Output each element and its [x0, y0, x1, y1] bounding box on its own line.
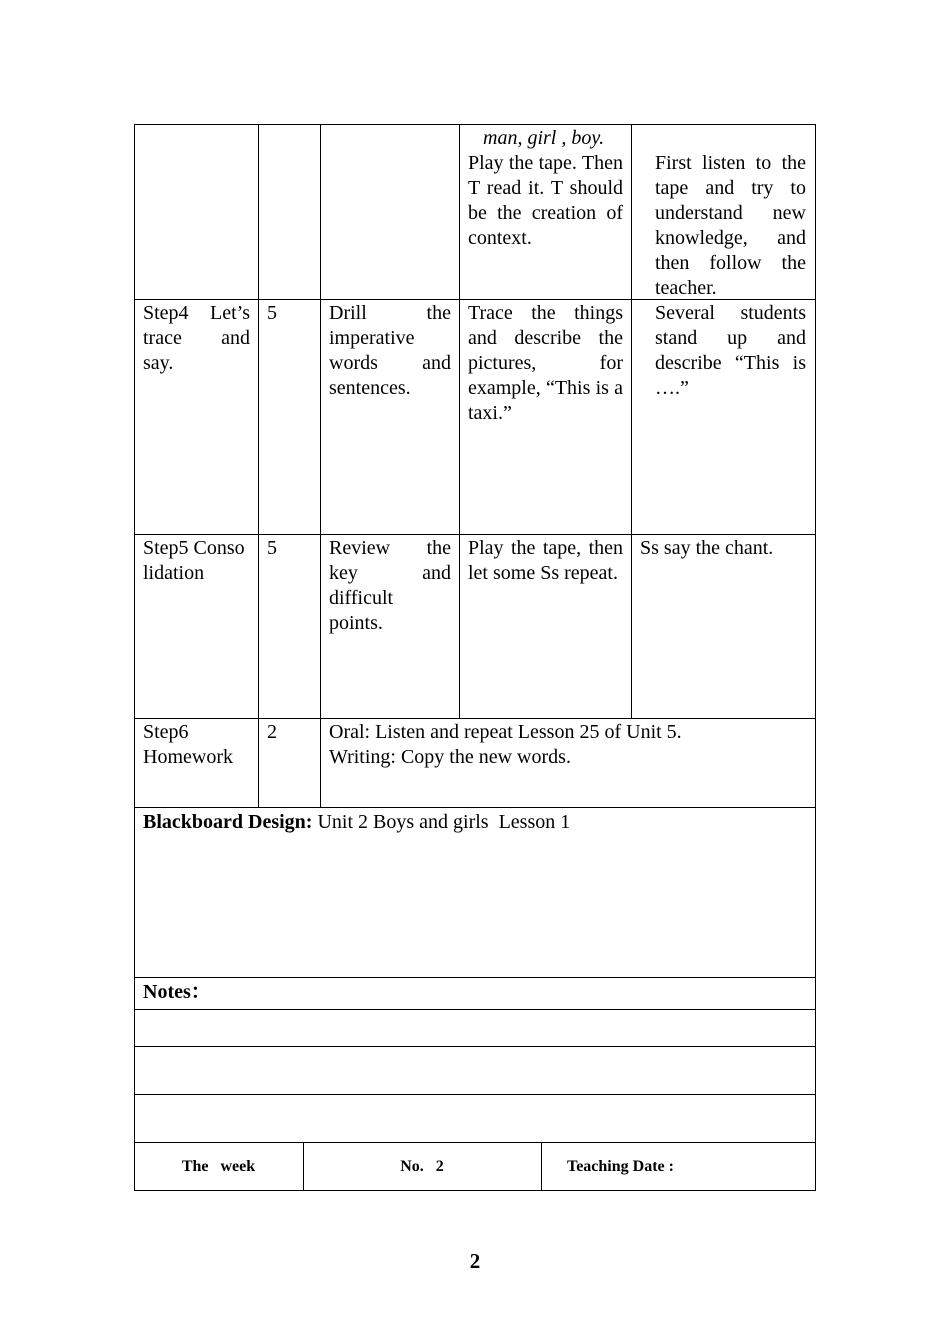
footer-number: No. 2 [400, 1158, 444, 1175]
footer-teaching-date: Teaching Date : [567, 1158, 674, 1175]
column-divider [541, 1142, 542, 1191]
row-divider [134, 534, 816, 535]
homework-oral: Oral: Listen and repeat Lesson 25 of Unit 5. [329, 721, 682, 743]
homework-writing: Writing: Copy the new words. [329, 746, 571, 768]
row-divider [134, 807, 816, 808]
footer-week: The week [181, 1158, 256, 1175]
row-divider [134, 1094, 816, 1095]
row-divider [134, 718, 816, 719]
row-divider [134, 1046, 816, 1047]
row-divider [134, 1142, 816, 1143]
teacher-activity-text: Play the tape, then let some Ss repeat. [468, 537, 623, 584]
step-time: 2 [267, 721, 277, 743]
column-divider [459, 124, 460, 719]
student-activity-text: First listen to the tape and try to understand new knowledge, and then follow the teacher. [655, 152, 806, 299]
row-divider [134, 977, 816, 978]
teacher-activity-text: Play the tape. Then T read it. T should be the creation of context. [468, 152, 623, 249]
blackboard-text: Unit 2 Boys and girls Lesson 1 [312, 811, 571, 833]
activity-italic-text: man, girl , boy. [483, 127, 605, 149]
step-name: Step4 Let’s trace and say. [143, 302, 250, 374]
step-name: Step5 Consolidation [143, 537, 245, 584]
row-divider [134, 1009, 816, 1010]
teacher-activity-text: Trace the things and describe the pictures, for example, “This is a taxi.” [468, 302, 623, 424]
blackboard-design [143, 810, 803, 835]
page-number: 2 [469, 1249, 481, 1273]
step-time: 5 [267, 302, 277, 324]
step-name: Step6 Homework [143, 721, 233, 768]
step-purpose: Review the key and difficult points. [329, 537, 451, 634]
student-activity-text: Several students stand up and describe “This is ….” [655, 302, 806, 399]
column-divider [258, 124, 259, 808]
step-time: 5 [267, 537, 277, 559]
step-purpose: Drill the imperative words and sentences. [329, 302, 451, 399]
notes-label: Notes： [143, 981, 211, 1003]
student-activity-text: Ss say the chant. [640, 537, 774, 559]
blackboard-label: Blackboard Design: [143, 811, 313, 833]
column-divider [631, 124, 632, 719]
column-divider [320, 124, 321, 808]
